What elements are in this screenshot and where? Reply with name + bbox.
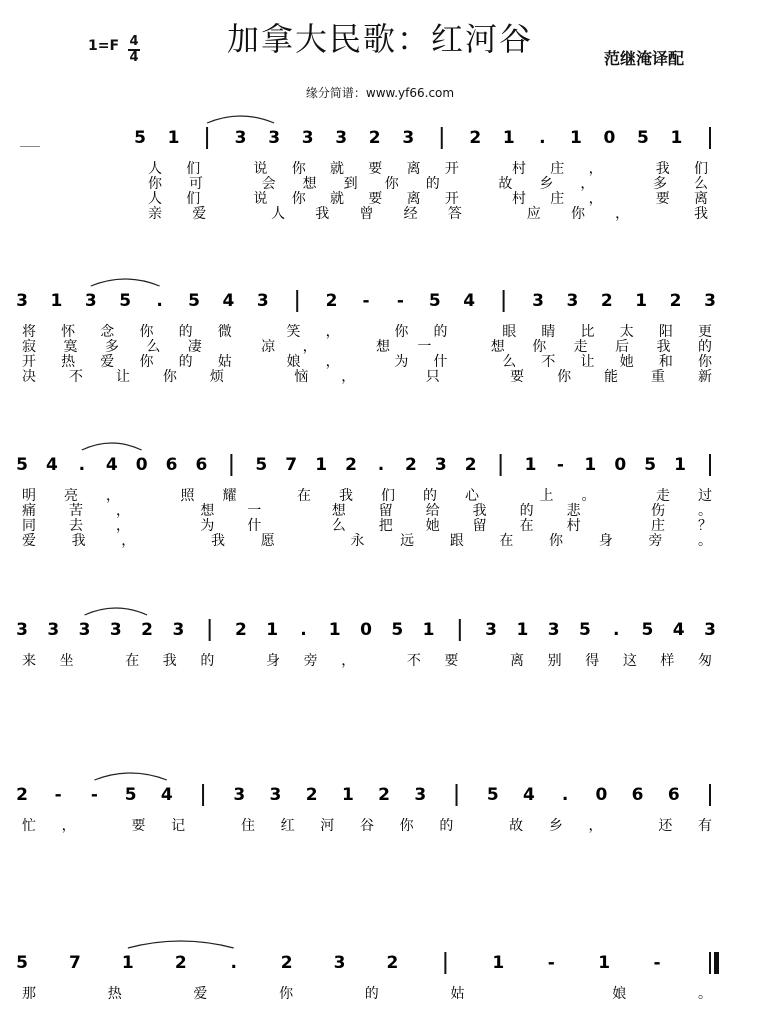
lyric-line: 寂寞多么凄 凉， 想一 想你走后我的: [22, 339, 713, 355]
note: .: [377, 455, 385, 475]
note: .: [612, 620, 620, 640]
lyric-line: 爱我， 我愿 永远跟在你身旁。: [22, 533, 713, 549]
note: 0: [135, 455, 148, 475]
lyric-line: 将怀念你的微 笑， 你的 眼睛比太阳更: [22, 324, 712, 340]
note: -: [54, 785, 62, 805]
note: 3: [256, 291, 269, 311]
note: 5: [16, 953, 28, 973]
note: -: [653, 953, 661, 973]
note: 4: [160, 785, 173, 805]
note: 3: [532, 291, 544, 311]
note: 3: [172, 620, 185, 640]
note: 3: [47, 620, 60, 640]
tie-arc: [207, 116, 274, 123]
note: 2: [469, 128, 482, 148]
note: 1: [524, 455, 537, 475]
note: 7: [285, 455, 298, 475]
note: 2: [464, 455, 477, 475]
note: 1: [328, 620, 341, 640]
note: 1: [670, 128, 683, 148]
note: 2: [404, 455, 417, 475]
note: 2: [600, 291, 613, 311]
lyric-line: 明亮， 照耀 在我们的心 上。 走过: [22, 488, 712, 504]
note: -: [547, 953, 555, 973]
note: 6: [195, 455, 208, 475]
lyric-line: 忙， 要记 住红河谷你的 故乡， 还有: [22, 818, 713, 834]
source-line: 缘分简谱：www.yf66.com: [305, 86, 455, 100]
note: 1: [569, 128, 582, 148]
note: 3: [109, 620, 122, 640]
note: 1: [315, 455, 328, 475]
note: 1: [121, 953, 134, 973]
arranger-credit: 范继淹译配: [604, 49, 685, 68]
note: -: [362, 291, 370, 311]
note: 5: [134, 128, 146, 148]
tie-arc: [82, 443, 142, 450]
note: .: [78, 455, 86, 475]
lyric-line: 人们 说你就要离开 村庄， 要离: [148, 191, 708, 207]
note: 1: [674, 455, 687, 475]
note: 5: [16, 455, 28, 475]
meter-top: 4: [129, 34, 139, 49]
note: 3: [16, 620, 28, 640]
note: 0: [603, 128, 616, 148]
note: 3: [268, 128, 281, 148]
note: 5: [428, 291, 441, 311]
note: 2: [669, 291, 682, 311]
lyric-line: 那热爱你的姑 娘。: [22, 986, 712, 1002]
key-signature: 1=F: [88, 38, 120, 54]
note: 5: [637, 128, 649, 148]
note: 4: [105, 455, 118, 475]
note: 6: [165, 455, 178, 475]
note: 2: [141, 620, 154, 640]
tie-arc: [85, 608, 148, 615]
note: 1: [50, 291, 63, 311]
note: 2: [325, 291, 338, 311]
note: 3: [402, 128, 415, 148]
note: 3: [547, 620, 560, 640]
note: 2: [378, 785, 391, 805]
note: 6: [667, 785, 680, 805]
final-barline: [714, 952, 719, 974]
note: 3: [234, 128, 247, 148]
note: 2: [386, 953, 399, 973]
note: .: [300, 620, 307, 640]
note: 3: [485, 620, 498, 640]
lyric-line: 来坐 在我的 身旁， 不要 离别得这样匆: [22, 653, 712, 669]
note: 3: [301, 128, 314, 148]
note: 2: [305, 785, 318, 805]
note: .: [230, 953, 237, 973]
note: 3: [333, 953, 346, 973]
note: 2: [345, 455, 357, 475]
tie-arc: [128, 941, 234, 948]
note: 6: [631, 785, 644, 805]
note: 5: [641, 620, 654, 640]
note: 1: [167, 128, 180, 148]
note: 0: [595, 785, 608, 805]
note: 3: [84, 291, 97, 311]
note: 0: [360, 620, 372, 640]
note: 1: [635, 291, 648, 311]
note: 1: [502, 128, 515, 148]
meter-bottom: 4: [129, 50, 139, 65]
note: 3: [269, 785, 282, 805]
note: 1: [492, 953, 505, 973]
note: 4: [45, 455, 58, 475]
note: 3: [78, 620, 91, 640]
note: .: [539, 128, 546, 148]
note: .: [156, 291, 163, 311]
note: 2: [368, 128, 381, 148]
tie-arc: [94, 773, 166, 780]
note: 1: [516, 620, 529, 640]
lyric-line: 决不让你烦 恼， 只 要你能重新: [22, 369, 712, 385]
lyric-line: 同去， 为什 么把她留在村 庄？: [22, 518, 712, 534]
note: -: [90, 785, 98, 805]
note: 5: [578, 620, 591, 640]
note: 4: [463, 291, 476, 311]
note: 5: [119, 291, 132, 311]
note: 3: [704, 620, 716, 640]
note: 5: [188, 291, 200, 311]
note: 3: [434, 455, 447, 475]
lyric-line: 痛苦， 想一 想留给我的悲 伤。: [22, 503, 712, 519]
song-title: 加拿大民歌：红河谷: [226, 20, 533, 58]
note: 1: [598, 953, 611, 973]
note: 4: [672, 620, 685, 640]
note: 2: [174, 953, 187, 973]
note: 3: [414, 785, 427, 805]
note: -: [556, 455, 564, 475]
note: 5: [644, 455, 657, 475]
note: 7: [69, 953, 81, 973]
note: 1: [422, 620, 435, 640]
note: 4: [523, 785, 535, 805]
note: 5: [124, 785, 137, 805]
note: 3: [566, 291, 579, 311]
note: 3: [233, 785, 246, 805]
tie-arc: [91, 279, 160, 286]
note: 3: [704, 291, 716, 311]
lyric-line: 人们 说你就要离开 村庄， 我们: [148, 161, 708, 177]
note: 3: [335, 128, 348, 148]
note: 2: [280, 953, 293, 973]
lyric-line: 亲爱 人我曾经答 应你， 我: [148, 206, 708, 222]
note: -: [396, 291, 404, 311]
note: 5: [255, 455, 268, 475]
note: 5: [391, 620, 404, 640]
note: 0: [614, 455, 627, 475]
note: 5: [486, 785, 499, 805]
note: 3: [16, 291, 28, 311]
lyric-line: 开热爱你的姑 娘， 为什 么不让她和你: [22, 354, 712, 370]
lyric-line: 你可 会想到你的 故乡， 多么: [148, 176, 708, 192]
note: .: [561, 785, 569, 805]
note: 1: [584, 455, 597, 475]
note: 1: [266, 620, 279, 640]
note: 4: [222, 291, 235, 311]
note: 2: [16, 785, 28, 805]
note: 2: [234, 620, 247, 640]
note: 1: [341, 785, 354, 805]
